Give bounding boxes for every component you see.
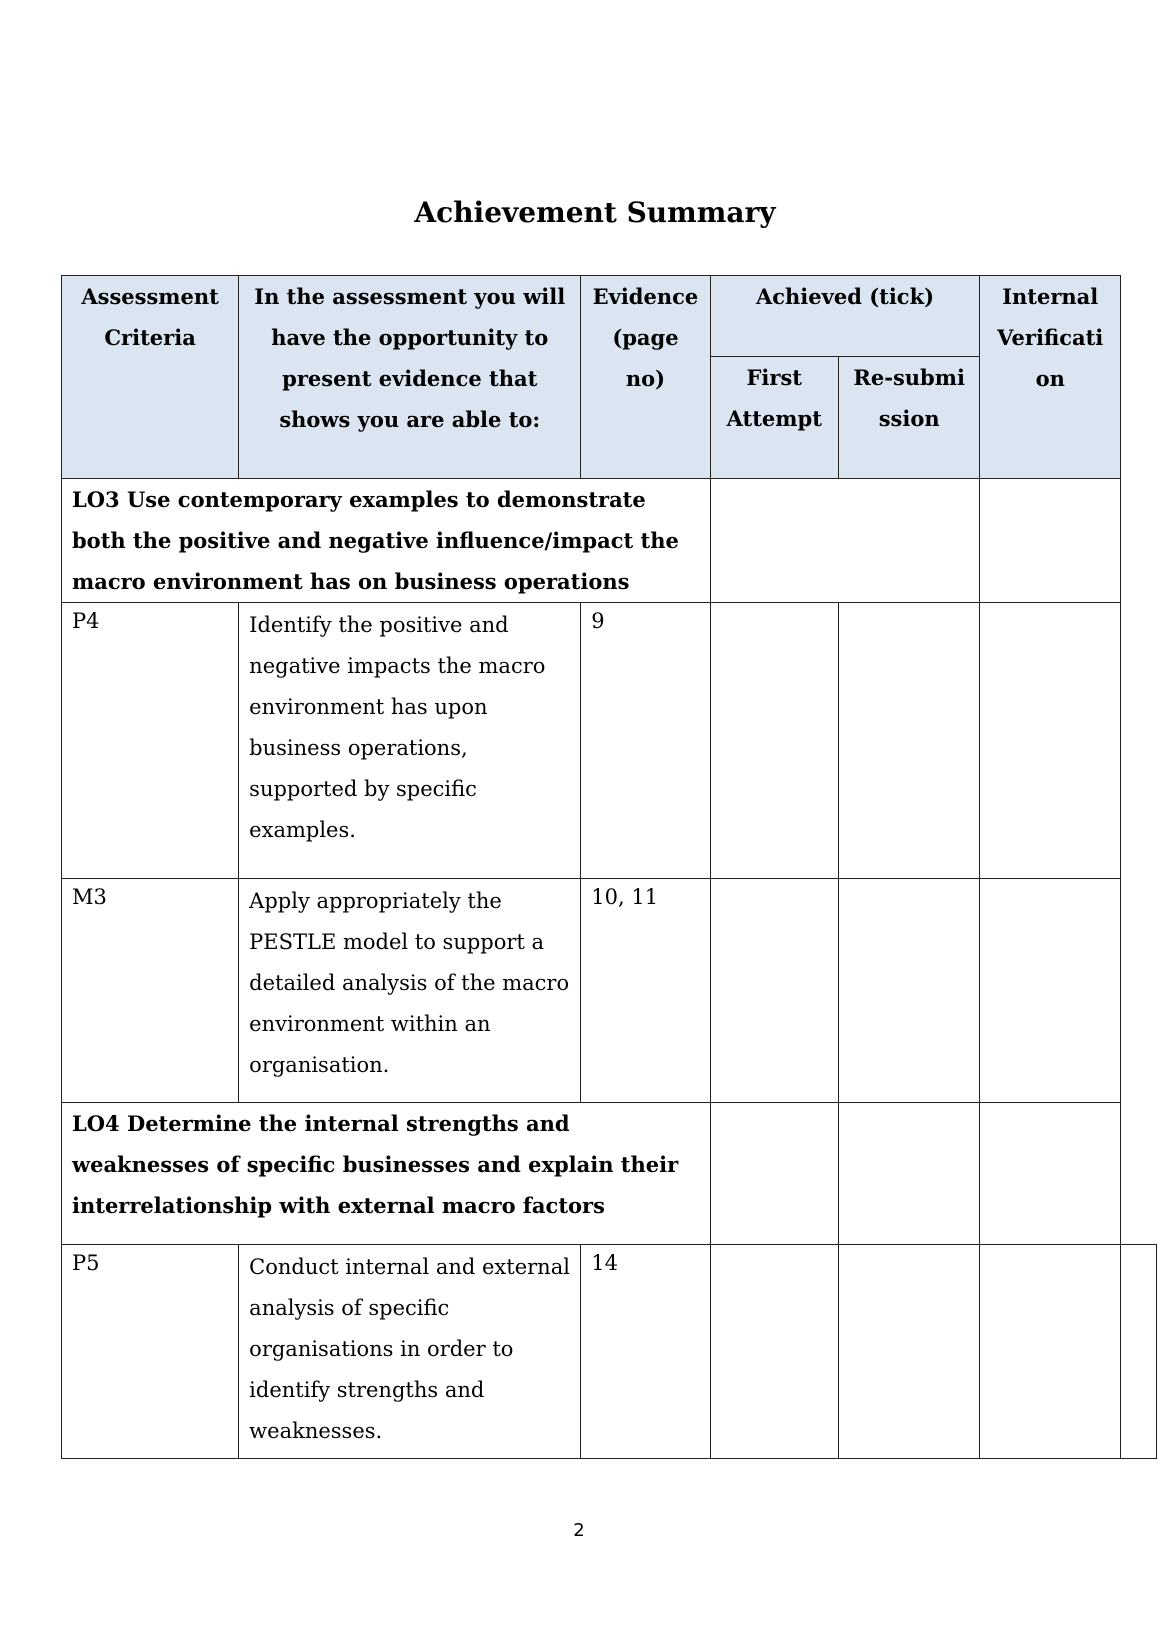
table-row [62,603,1121,879]
evidence-cell: 9 [581,603,710,879]
header-assessment-criteria: Assessment Criteria [62,276,239,479]
resubmission-cell [838,1245,980,1459]
lo3-heading: LO3 Use contemporary examples to demonstrate both the positive and negative influence/impact the macro environment has on business operations [62,479,711,603]
description-cell: Apply appropriately the PESTLE model to support a detailed analysis of the macro environment within an organisation. [239,879,581,1103]
lo3-achieved-cell [710,479,980,603]
table-row [62,879,1121,1103]
page-number: 2 [573,1520,585,1541]
first-attempt-cell [710,1245,838,1459]
verification-cell [980,1245,1121,1459]
table-overhang-cell [1120,1244,1157,1459]
verification-cell [980,879,1121,1103]
description-cell: Identify the positive and negative impacts the macro environment has upon business operations, supported by specific examples. [239,603,581,879]
first-attempt-cell [710,603,838,879]
criteria-cell: M3 [62,879,239,1103]
header-internal-verification: Internal Verification [980,276,1121,479]
evidence-cell: 10, 11 [581,879,710,1103]
table-row [62,1245,1121,1459]
header-opportunity: In the assessment you will have the opportunity to present evidence that shows you are able to: [239,276,581,479]
first-attempt-cell [710,879,838,1103]
criteria-cell: P4 [62,603,239,879]
lo3-verification-cell [980,479,1121,603]
header-first-attempt: First Attempt [710,357,838,479]
header-evidence: Evidence (page no) [581,276,710,479]
page-title: Achievement Summary [414,196,776,229]
lo4-first-attempt-cell [710,1103,838,1245]
lo4-verification-cell [980,1103,1121,1245]
resubmission-cell [838,603,980,879]
evidence-cell: 14 [581,1245,710,1459]
resubmission-cell [838,879,980,1103]
criteria-cell: P5 [62,1245,239,1459]
achievement-summary-table [61,275,1121,1459]
verification-cell [980,603,1121,879]
header-resubmission: Re-submission [838,357,980,479]
lo4-resubmission-cell [838,1103,980,1245]
header-achieved: Achieved (tick) [710,276,980,357]
lo4-heading: LO4 Determine the internal strengths and weaknesses of specific businesses and explain their interrelationship with external macro factors [62,1103,711,1245]
description-cell: Conduct internal and external analysis of specific organisations in order to identify strengths and weaknesses. [239,1245,581,1459]
